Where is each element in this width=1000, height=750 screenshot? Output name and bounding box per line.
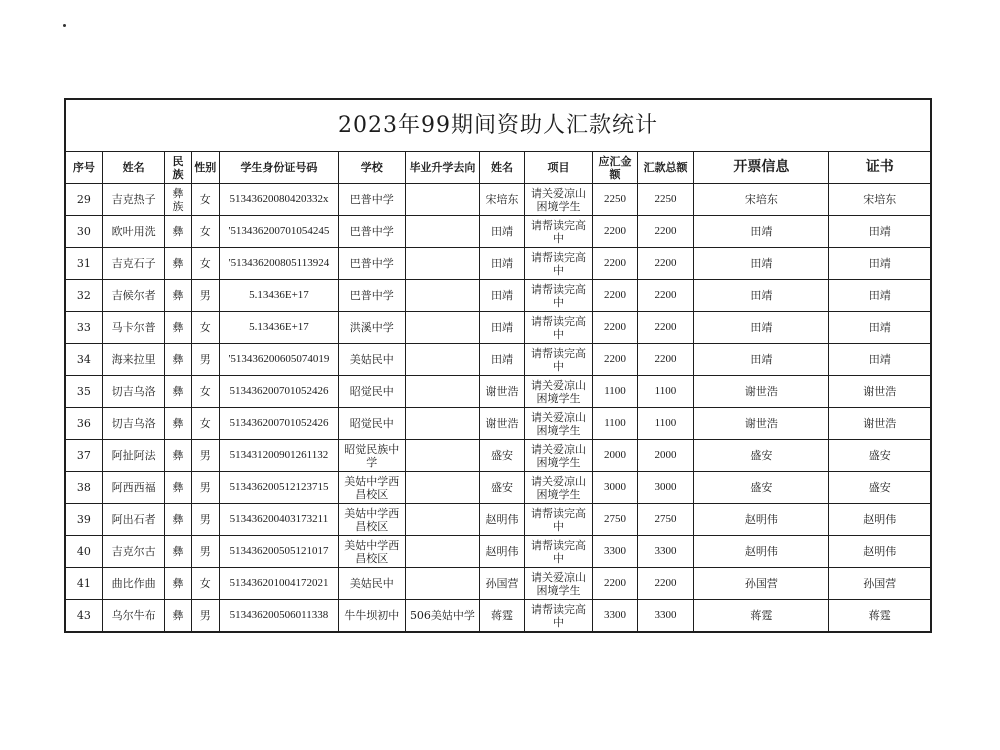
table-cell: 吉克尔古	[102, 536, 165, 568]
table-row	[66, 280, 930, 312]
table-cell: 谢世浩	[694, 408, 829, 440]
table-cell: 51343620080420332x	[219, 184, 338, 216]
scan-speck	[63, 24, 66, 27]
table-cell	[405, 408, 480, 440]
table-cell: 40	[66, 536, 102, 568]
table-cell: 彝	[165, 344, 191, 376]
table-cell: 男	[191, 440, 219, 472]
table-cell: 田靖	[694, 344, 829, 376]
table-row	[66, 472, 930, 504]
table-cell: 美姑中学西昌校区	[338, 536, 405, 568]
table-cell: 昭觉民族中学	[338, 440, 405, 472]
table-cell: 5.13436E+17	[219, 280, 338, 312]
table-cell: 请帮读完高中	[524, 600, 593, 632]
table-cell: 曲比作曲	[102, 568, 165, 600]
table-cell: 43	[66, 600, 102, 632]
table-cell: 请帮读完高中	[524, 504, 593, 536]
table-cell: 男	[191, 504, 219, 536]
table-cell: 2200	[593, 248, 637, 280]
table-cell: 1100	[593, 376, 637, 408]
header-cell: 序号	[66, 152, 102, 184]
table-cell: 请帮读完高中	[524, 248, 593, 280]
header-cell: 姓名	[102, 152, 165, 184]
table-cell: 盛安	[480, 472, 524, 504]
table-row	[66, 184, 930, 216]
table-cell: 美姑中学西昌校区	[338, 504, 405, 536]
table-row	[66, 216, 930, 248]
table-row	[66, 408, 930, 440]
table-row	[66, 504, 930, 536]
table-cell: 513436200701052426	[219, 376, 338, 408]
table-cell: 513436200512123715	[219, 472, 338, 504]
table-cell: 昭觉民中	[338, 408, 405, 440]
table-cell: 彝	[165, 440, 191, 472]
table-row	[66, 376, 930, 408]
table-cell: 孙国营	[829, 568, 930, 600]
table-cell: 请帮读完高中	[524, 280, 593, 312]
header-cell: 毕业升学去向	[405, 152, 480, 184]
table-cell: 2750	[593, 504, 637, 536]
table-row	[66, 536, 930, 568]
table-cell: 2250	[637, 184, 694, 216]
table-cell: 孙国营	[694, 568, 829, 600]
table-cell: 切吉乌洛	[102, 408, 165, 440]
table-cell: 37	[66, 440, 102, 472]
header-cell: 项目	[524, 152, 593, 184]
table-cell: 请关爱凉山困境学生	[524, 184, 593, 216]
table-cell: 39	[66, 504, 102, 536]
table-cell: 美姑民中	[338, 568, 405, 600]
table-cell: 彝	[165, 216, 191, 248]
table-cell: 宋培东	[694, 184, 829, 216]
table-row	[66, 600, 930, 632]
table-cell: 田靖	[829, 344, 930, 376]
table-cell: 请关爱凉山困境学生	[524, 376, 593, 408]
table-cell: 请关爱凉山困境学生	[524, 440, 593, 472]
table-row	[66, 344, 930, 376]
table-cell: 2200	[593, 344, 637, 376]
table-cell: 38	[66, 472, 102, 504]
table-cell: 赵明伟	[829, 504, 930, 536]
table-cell	[405, 248, 480, 280]
table-cell: 36	[66, 408, 102, 440]
table-cell: 田靖	[694, 312, 829, 344]
table-cell: 男	[191, 344, 219, 376]
table-cell: 33	[66, 312, 102, 344]
table-cell: 506美姑中学	[405, 600, 480, 632]
table-cell: 2200	[593, 568, 637, 600]
table-cell: 谢世浩	[829, 408, 930, 440]
table-cell	[405, 184, 480, 216]
table-cell: 海来拉里	[102, 344, 165, 376]
sheet-title: 2023年99期间资助人汇款统计	[66, 100, 930, 152]
table-cell: 盛安	[694, 472, 829, 504]
table-cell: 31	[66, 248, 102, 280]
table-cell: 1100	[637, 376, 694, 408]
table-cell: 513436200701052426	[219, 408, 338, 440]
table-cell	[405, 280, 480, 312]
table-cell: 田靖	[829, 280, 930, 312]
table-cell: 3000	[637, 472, 694, 504]
table-cell: 1100	[593, 408, 637, 440]
table-cell: 谢世浩	[829, 376, 930, 408]
table-cell: '513436200701054245	[219, 216, 338, 248]
table-row	[66, 312, 930, 344]
table-cell: 女	[191, 408, 219, 440]
remittance-table	[66, 152, 930, 631]
table-cell: 阿出石者	[102, 504, 165, 536]
header-cell: 姓名	[480, 152, 524, 184]
table-cell: 欧叶用洗	[102, 216, 165, 248]
header-cell: 应汇金额	[593, 152, 637, 184]
table-cell: 美姑中学西昌校区	[338, 472, 405, 504]
table-cell: 蒋霆	[829, 600, 930, 632]
table-cell: 赵明伟	[694, 504, 829, 536]
table-cell: 513436200506011338	[219, 600, 338, 632]
table-cell: 田靖	[480, 280, 524, 312]
table-cell: 2200	[593, 216, 637, 248]
table-cell	[405, 312, 480, 344]
table-cell: 田靖	[829, 312, 930, 344]
table-cell: 2200	[637, 312, 694, 344]
table-cell	[405, 504, 480, 536]
table-cell: 盛安	[694, 440, 829, 472]
table-cell: 盛安	[829, 472, 930, 504]
table-cell: 3300	[593, 536, 637, 568]
table-cell	[405, 472, 480, 504]
table-cell: 赵明伟	[694, 536, 829, 568]
table-cell: 田靖	[480, 312, 524, 344]
table-cell: 35	[66, 376, 102, 408]
header-cell: 开票信息	[694, 152, 829, 184]
table-cell: 田靖	[694, 216, 829, 248]
table-cell: 女	[191, 376, 219, 408]
table-cell: 宋培东	[829, 184, 930, 216]
table-cell: 女	[191, 216, 219, 248]
table-cell: 2200	[637, 344, 694, 376]
table-cell	[405, 440, 480, 472]
table-cell: 赵明伟	[480, 536, 524, 568]
table-cell: 马卡尔普	[102, 312, 165, 344]
table-cell: 男	[191, 280, 219, 312]
table-cell: 请关爱凉山困境学生	[524, 408, 593, 440]
table-cell: 盛安	[480, 440, 524, 472]
table-row	[66, 440, 930, 472]
table-cell: 彝	[165, 600, 191, 632]
table-cell: 谢世浩	[480, 408, 524, 440]
table-row	[66, 248, 930, 280]
table-cell: 阿西西福	[102, 472, 165, 504]
table-cell: 田靖	[480, 248, 524, 280]
table-cell: 男	[191, 472, 219, 504]
table-cell: 蒋霆	[480, 600, 524, 632]
header-cell: 性别	[191, 152, 219, 184]
table-cell: 美姑民中	[338, 344, 405, 376]
table-cell: 牛牛坝初中	[338, 600, 405, 632]
table-cell: 513436201004172021	[219, 568, 338, 600]
header-cell: 学生身份证号码	[219, 152, 338, 184]
table-cell: 513431200901261132	[219, 440, 338, 472]
table-cell: 2000	[593, 440, 637, 472]
table-cell: 吉克热子	[102, 184, 165, 216]
table-cell: 彝	[165, 472, 191, 504]
table-cell: 盛安	[829, 440, 930, 472]
table-cell: 请帮读完高中	[524, 344, 593, 376]
table-cell: '513436200805113924	[219, 248, 338, 280]
table-cell: 女	[191, 568, 219, 600]
table-cell: 29	[66, 184, 102, 216]
table-cell: 请帮读完高中	[524, 312, 593, 344]
table-cell: 男	[191, 536, 219, 568]
table-cell: 3000	[593, 472, 637, 504]
table-cell: 2250	[593, 184, 637, 216]
table-cell: 34	[66, 344, 102, 376]
header-cell: 学校	[338, 152, 405, 184]
table-cell: 田靖	[829, 248, 930, 280]
table-cell: 巴普中学	[338, 280, 405, 312]
header-cell: 证书	[829, 152, 930, 184]
table-cell: 切吉乌洛	[102, 376, 165, 408]
table-cell: 女	[191, 312, 219, 344]
table-cell: 田靖	[480, 216, 524, 248]
table-cell: 田靖	[829, 216, 930, 248]
table-cell: 30	[66, 216, 102, 248]
table-cell: 41	[66, 568, 102, 600]
table-cell: 彝	[165, 408, 191, 440]
table-cell: 513436200505121017	[219, 536, 338, 568]
table-cell: 男	[191, 600, 219, 632]
table-cell: 吉候尔者	[102, 280, 165, 312]
table-cell: 2200	[637, 280, 694, 312]
header-row	[66, 152, 930, 184]
table-cell: 彝	[165, 280, 191, 312]
table-cell: 32	[66, 280, 102, 312]
table-cell: 请关爱凉山困境学生	[524, 568, 593, 600]
table-cell: 谢世浩	[480, 376, 524, 408]
table-cell: 5.13436E+17	[219, 312, 338, 344]
table-cell: 蒋霆	[694, 600, 829, 632]
table-cell: 宋培东	[480, 184, 524, 216]
table-cell	[405, 216, 480, 248]
table-cell: 3300	[637, 536, 694, 568]
table-cell: 2200	[593, 312, 637, 344]
table-cell: '513436200605074019	[219, 344, 338, 376]
table-cell: 彝	[165, 376, 191, 408]
table-cell	[405, 568, 480, 600]
table-cell: 田靖	[694, 248, 829, 280]
table-cell: 彝	[165, 248, 191, 280]
table-cell: 2000	[637, 440, 694, 472]
table-cell: 彝	[165, 312, 191, 344]
table-cell: 阿扯阿法	[102, 440, 165, 472]
table-cell: 2200	[637, 248, 694, 280]
table-cell: 赵明伟	[829, 536, 930, 568]
table-cell: 513436200403173211	[219, 504, 338, 536]
table-cell	[405, 376, 480, 408]
table-cell: 彝	[165, 504, 191, 536]
table-cell: 3300	[637, 600, 694, 632]
table-cell	[405, 536, 480, 568]
header-cell: 汇款总额	[637, 152, 694, 184]
table-cell: 田靖	[480, 344, 524, 376]
table-cell: 赵明伟	[480, 504, 524, 536]
table-cell: 巴普中学	[338, 248, 405, 280]
table-cell: 2200	[637, 568, 694, 600]
table-cell: 彝	[165, 568, 191, 600]
table-cell: 2200	[637, 216, 694, 248]
table-cell	[405, 344, 480, 376]
table-cell: 请关爱凉山困境学生	[524, 472, 593, 504]
table-cell: 巴普中学	[338, 216, 405, 248]
table-cell: 1100	[637, 408, 694, 440]
table-cell: 吉克石子	[102, 248, 165, 280]
table-cell: 2200	[593, 280, 637, 312]
table-cell: 洪溪中学	[338, 312, 405, 344]
table-cell: 彝	[165, 536, 191, 568]
table-cell: 孙国营	[480, 568, 524, 600]
table-row	[66, 568, 930, 600]
table-cell: 请帮读完高中	[524, 216, 593, 248]
table-cell: 昭觉民中	[338, 376, 405, 408]
table-cell: 乌尔牛布	[102, 600, 165, 632]
table-cell: 女	[191, 248, 219, 280]
table-cell: 巴普中学	[338, 184, 405, 216]
remittance-sheet	[64, 98, 932, 633]
table-cell: 3300	[593, 600, 637, 632]
table-cell: 谢世浩	[694, 376, 829, 408]
table-cell: 田靖	[694, 280, 829, 312]
table-cell: 女	[191, 184, 219, 216]
table-cell: 彝族	[165, 184, 191, 216]
table-cell: 请帮读完高中	[524, 536, 593, 568]
table-cell: 2750	[637, 504, 694, 536]
header-cell: 民族	[165, 152, 191, 184]
